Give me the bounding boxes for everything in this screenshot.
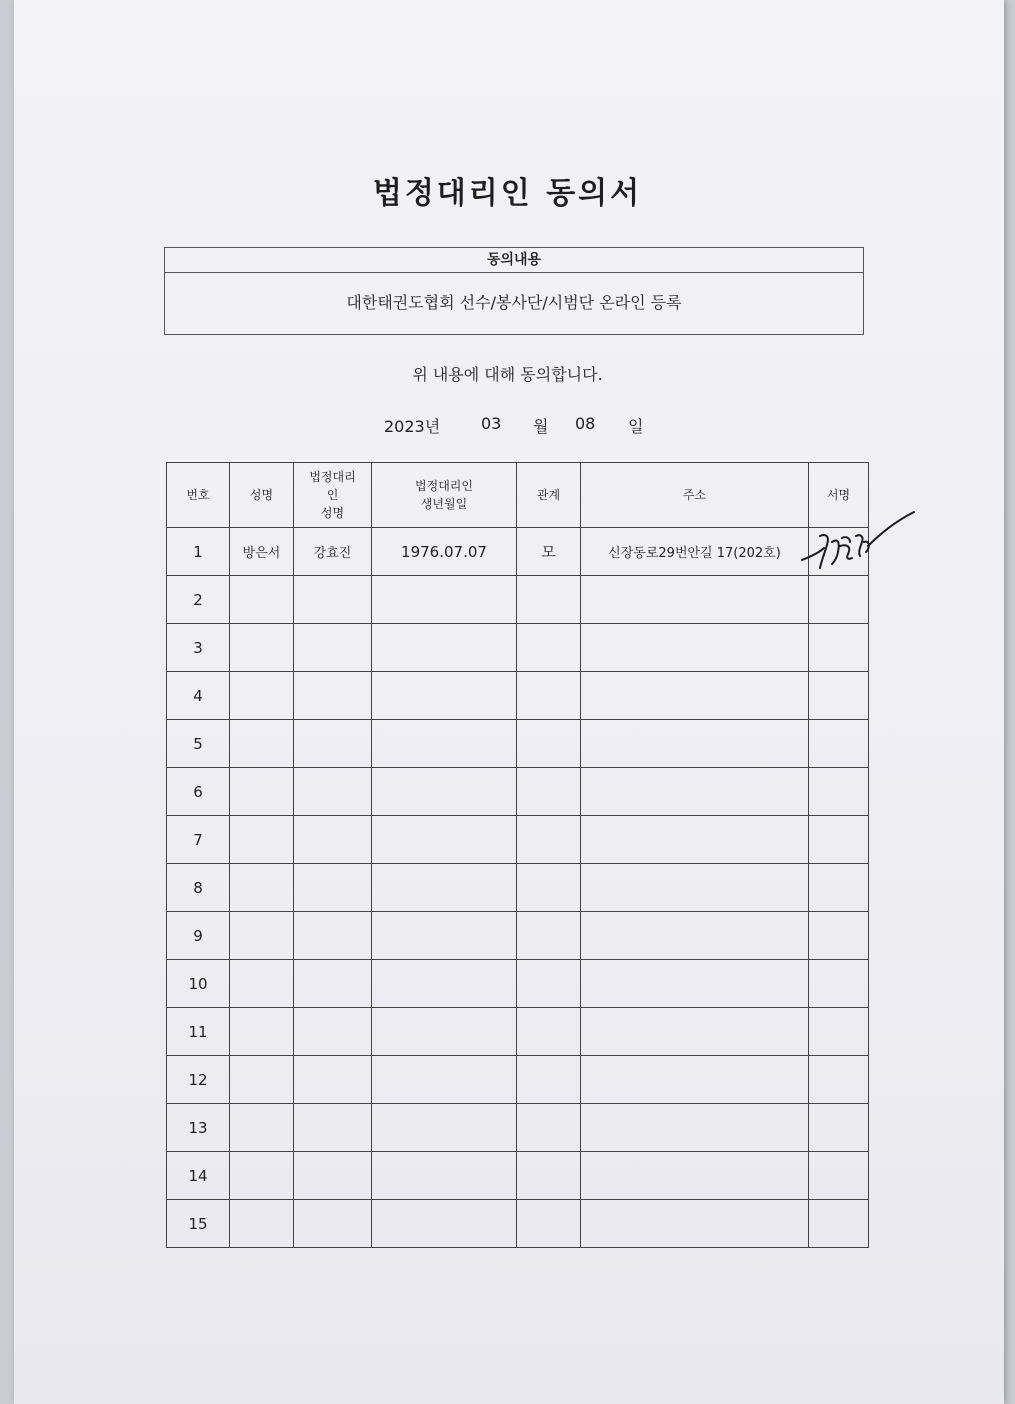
cell-name [230, 912, 294, 960]
guardian-table [166, 462, 869, 1248]
cell-name [230, 1056, 294, 1104]
cell-name [230, 1152, 294, 1200]
cell-no: 7 [167, 816, 230, 864]
cell-name [230, 624, 294, 672]
table-row [167, 864, 869, 912]
cell-address [581, 1008, 809, 1056]
table-row [167, 528, 869, 576]
consent-box [164, 247, 864, 335]
cell-guardian-name [294, 672, 372, 720]
cell-guardian-name [294, 864, 372, 912]
cell-no: 9 [167, 912, 230, 960]
cell-relation [517, 624, 581, 672]
table-row [167, 1152, 869, 1200]
consent-header-label: 동의내용 [486, 252, 542, 268]
cell-guardian-name [294, 960, 372, 1008]
cell-relation [517, 1104, 581, 1152]
cell-guardian-birth [372, 816, 517, 864]
cell-signature [809, 1152, 869, 1200]
cell-name [230, 960, 294, 1008]
cell-no: 14 [167, 1152, 230, 1200]
cell-no: 13 [167, 1104, 230, 1152]
cell-guardian-name [294, 1056, 372, 1104]
cell-guardian-name [294, 912, 372, 960]
table-row [167, 1200, 869, 1248]
cell-relation [517, 1152, 581, 1200]
cell-name [230, 816, 294, 864]
cell-relation [517, 1056, 581, 1104]
header-name: 성명 [230, 463, 294, 528]
cell-no: 12 [167, 1056, 230, 1104]
date-year: 2023년 [384, 417, 441, 436]
cell-signature [809, 768, 869, 816]
cell-name [230, 720, 294, 768]
cell-guardian-birth [372, 672, 517, 720]
cell-address [581, 1056, 809, 1104]
cell-guardian-name [294, 1008, 372, 1056]
cell-relation [517, 960, 581, 1008]
cell-relation [517, 720, 581, 768]
cell-address [581, 672, 809, 720]
table-row [167, 960, 869, 1008]
document-title: 법정대리인 동의서 [372, 176, 643, 211]
cell-no: 2 [167, 576, 230, 624]
cell-no: 15 [167, 1200, 230, 1248]
cell-address [581, 576, 809, 624]
table-row [167, 816, 869, 864]
cell-address [581, 816, 809, 864]
table-row [167, 624, 869, 672]
date-day-unit: 일 [628, 417, 644, 436]
cell-guardian-birth [372, 576, 517, 624]
consent-body: 대한태권도협회 선수/봉사단/시범단 온라인 등록 [346, 293, 682, 312]
table-row [167, 672, 869, 720]
cell-no: 4 [167, 672, 230, 720]
handwritten-signature [798, 502, 918, 572]
cell-signature [809, 720, 869, 768]
cell-signature [809, 816, 869, 864]
cell-address [581, 864, 809, 912]
cell-guardian-name [294, 768, 372, 816]
cell-relation: 모 [517, 528, 581, 576]
cell-guardian-name [294, 1200, 372, 1248]
cell-guardian-birth [372, 1008, 517, 1056]
cell-relation [517, 576, 581, 624]
cell-no: 11 [167, 1008, 230, 1056]
cell-signature [809, 1104, 869, 1152]
cell-guardian-name [294, 720, 372, 768]
cell-guardian-birth: 1976.07.07 [372, 528, 517, 576]
cell-signature [809, 672, 869, 720]
cell-guardian-name [294, 1104, 372, 1152]
consent-header [165, 248, 863, 273]
table-row [167, 1104, 869, 1152]
cell-address [581, 768, 809, 816]
cell-guardian-birth [372, 720, 517, 768]
header-guardian-name [294, 463, 372, 528]
cell-guardian-birth [372, 1200, 517, 1248]
cell-signature [809, 960, 869, 1008]
table-row [167, 576, 869, 624]
header-guardian-name-line3: 성명 [320, 506, 345, 520]
table-row [167, 720, 869, 768]
cell-signature [809, 912, 869, 960]
cell-guardian-birth [372, 864, 517, 912]
cell-relation [517, 1200, 581, 1248]
table-row [167, 912, 869, 960]
cell-guardian-birth [372, 912, 517, 960]
cell-address [581, 1152, 809, 1200]
cell-guardian-name: 강효진 [294, 528, 372, 576]
cell-guardian-birth [372, 1056, 517, 1104]
cell-signature [809, 1008, 869, 1056]
cell-no: 8 [167, 864, 230, 912]
cell-name: 방은서 [230, 528, 294, 576]
cell-no: 3 [167, 624, 230, 672]
header-guardian-birth-line2: 생년월일 [420, 497, 468, 511]
cell-address [581, 912, 809, 960]
agree-statement: 위 내용에 대해 동의합니다. [412, 365, 603, 384]
cell-guardian-birth [372, 960, 517, 1008]
cell-relation [517, 768, 581, 816]
header-guardian-name-line1: 법정대리 [309, 470, 356, 484]
cell-guardian-birth [372, 624, 517, 672]
cell-name [230, 1200, 294, 1248]
cell-signature [809, 864, 869, 912]
cell-address [581, 624, 809, 672]
cell-guardian-name [294, 816, 372, 864]
table-row [167, 1056, 869, 1104]
cell-relation [517, 864, 581, 912]
cell-name [230, 1104, 294, 1152]
cell-address [581, 1104, 809, 1152]
cell-no: 1 [167, 528, 230, 576]
cell-guardian-name [294, 576, 372, 624]
cell-no: 10 [167, 960, 230, 1008]
cell-signature [809, 624, 869, 672]
header-address: 주소 [581, 463, 809, 528]
cell-guardian-birth [372, 1104, 517, 1152]
header-guardian-birth [372, 463, 517, 528]
date-month-unit: 월 [533, 417, 549, 436]
header-signature: 서명 [809, 463, 869, 528]
cell-address [581, 960, 809, 1008]
cell-signature [809, 1056, 869, 1104]
cell-no: 5 [167, 720, 230, 768]
header-relation: 관계 [517, 463, 581, 528]
cell-guardian-name [294, 624, 372, 672]
date-day: 08 [575, 414, 596, 433]
cell-relation [517, 1008, 581, 1056]
cell-address [581, 1200, 809, 1248]
cell-no: 6 [167, 768, 230, 816]
table-header-row [167, 463, 869, 528]
cell-name [230, 1008, 294, 1056]
cell-address [581, 720, 809, 768]
header-guardian-birth-line1: 법정대리인 [415, 479, 473, 493]
header-guardian-name-line2: 인 [326, 488, 339, 502]
date-month: 03 [481, 414, 502, 433]
cell-guardian-birth [372, 1152, 517, 1200]
cell-relation [517, 912, 581, 960]
cell-name [230, 576, 294, 624]
cell-relation [517, 816, 581, 864]
cell-guardian-birth [372, 768, 517, 816]
cell-address: 신장동로29번안길 17(202호) [581, 528, 809, 576]
table-row [167, 1008, 869, 1056]
header-no: 번호 [167, 463, 230, 528]
table-row [167, 768, 869, 816]
cell-name [230, 864, 294, 912]
cell-name [230, 768, 294, 816]
cell-signature [809, 576, 869, 624]
cell-relation [517, 672, 581, 720]
cell-signature [809, 1200, 869, 1248]
cell-guardian-name [294, 1152, 372, 1200]
cell-name [230, 672, 294, 720]
